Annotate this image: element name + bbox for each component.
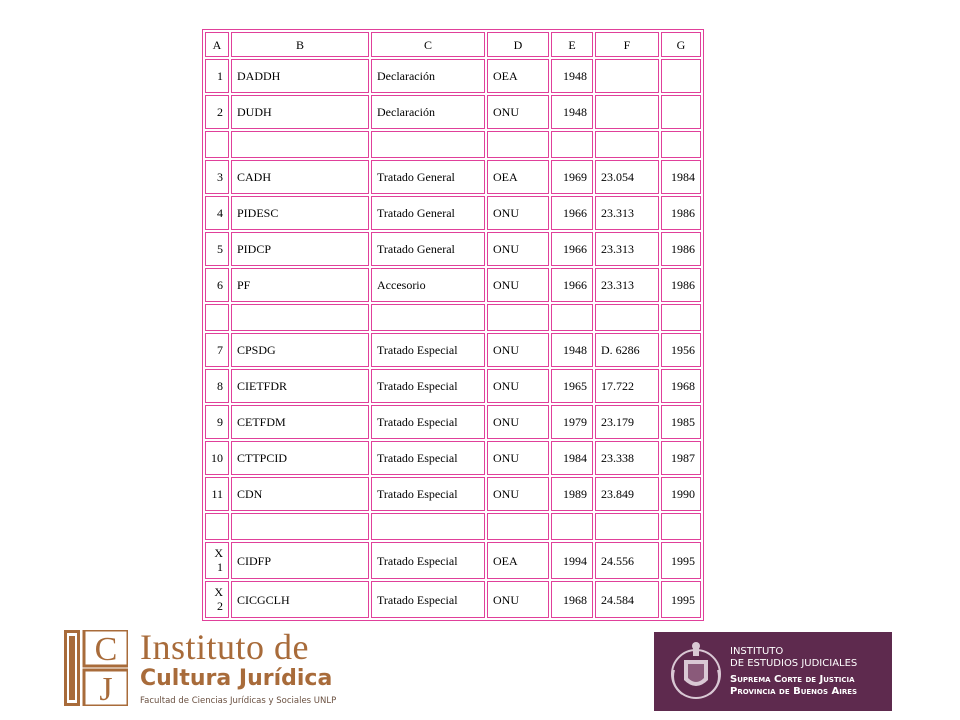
cell-ratification-year: 1987: [661, 441, 701, 475]
cell-law: 23.313: [595, 268, 659, 302]
cell-organization: ONU: [487, 405, 549, 439]
cell-number: 7: [205, 333, 229, 367]
cell-type: Accesorio: [371, 268, 485, 302]
logo-right-line1: INSTITUTO: [730, 646, 784, 657]
table-row: [205, 160, 701, 194]
cell-organization: ONU: [487, 441, 549, 475]
cell-number: 5: [205, 232, 229, 266]
cell-year: [551, 304, 593, 331]
cell-year: 1966: [551, 232, 593, 266]
table-row: [205, 95, 701, 129]
cell-type: [371, 131, 485, 158]
cell-number: 8: [205, 369, 229, 403]
cell-organization: ONU: [487, 196, 549, 230]
cell-organization: ONU: [487, 268, 549, 302]
cell-law: 24.584: [595, 581, 659, 618]
cell-acronym: PF: [231, 268, 369, 302]
cell-year: 1968: [551, 581, 593, 618]
cell-year: 1966: [551, 268, 593, 302]
cell-number: 2: [205, 95, 229, 129]
cell-law: 23.313: [595, 232, 659, 266]
logo-title: Instituto de: [140, 627, 309, 667]
cell-number: 6: [205, 268, 229, 302]
cell-type: Tratado Especial: [371, 581, 485, 618]
cell-acronym: PIDCP: [231, 232, 369, 266]
cell-acronym: [231, 304, 369, 331]
cell-ratification-year: [661, 95, 701, 129]
cell-year: 1948: [551, 95, 593, 129]
cell-type: Tratado Especial: [371, 405, 485, 439]
cell-organization: ONU: [487, 581, 549, 618]
cell-type: Tratado General: [371, 160, 485, 194]
table-spacer-row: [205, 131, 701, 158]
cell-law: 23.313: [595, 196, 659, 230]
cell-ratification-year: 1984: [661, 160, 701, 194]
cell-law: 23.338: [595, 441, 659, 475]
cell-organization: OEA: [487, 160, 549, 194]
table-row: [205, 581, 701, 618]
cell-organization: OEA: [487, 59, 549, 93]
table-header-row: [205, 32, 701, 57]
cell-ratification-year: 1985: [661, 405, 701, 439]
cell-type: Tratado Especial: [371, 369, 485, 403]
cell-year: 1948: [551, 333, 593, 367]
cell-year: 1989: [551, 477, 593, 511]
cell-acronym: CADH: [231, 160, 369, 194]
cell-law: [595, 304, 659, 331]
header-cell-g: G: [661, 32, 701, 57]
instituto-estudios-judiciales-logo: [654, 632, 892, 711]
table-row: [205, 441, 701, 475]
cell-acronym: CIDFP: [231, 542, 369, 579]
header-cell-b: B: [231, 32, 369, 57]
cell-ratification-year: 1986: [661, 268, 701, 302]
cell-number: 4: [205, 196, 229, 230]
cell-ratification-year: 1986: [661, 232, 701, 266]
cell-type: Tratado Especial: [371, 477, 485, 511]
cell-acronym: CIETFDR: [231, 369, 369, 403]
cell-type: [371, 304, 485, 331]
cell-acronym: [231, 131, 369, 158]
table-row: [205, 477, 701, 511]
coat-of-arms-icon: [666, 640, 726, 704]
table-row: [205, 232, 701, 266]
cell-year: 1979: [551, 405, 593, 439]
cell-year: [551, 131, 593, 158]
logo-right-line4: Provincia de Buenos Aires: [730, 686, 858, 697]
cell-year: [551, 513, 593, 540]
cell-type: Tratado Especial: [371, 542, 485, 579]
cell-year: 1969: [551, 160, 593, 194]
cell-acronym: CDN: [231, 477, 369, 511]
table-row: [205, 542, 701, 579]
cell-organization: ONU: [487, 333, 549, 367]
table-row: [205, 59, 701, 93]
table-row: [205, 369, 701, 403]
table-row: [205, 405, 701, 439]
header-cell-a: A: [205, 32, 229, 57]
cell-ratification-year: [661, 513, 701, 540]
table-row: [205, 268, 701, 302]
cell-organization: [487, 513, 549, 540]
cell-acronym: CTTPCID: [231, 441, 369, 475]
cell-type: Tratado General: [371, 232, 485, 266]
cell-year: 1966: [551, 196, 593, 230]
cell-acronym: CETFDM: [231, 405, 369, 439]
cell-ratification-year: 1995: [661, 581, 701, 618]
cell-ratification-year: 1968: [661, 369, 701, 403]
cell-organization: OEA: [487, 542, 549, 579]
table-spacer-row: [205, 513, 701, 540]
cell-organization: ONU: [487, 95, 549, 129]
cell-year: 1984: [551, 441, 593, 475]
cell-number: 3: [205, 160, 229, 194]
header-cell-f: F: [595, 32, 659, 57]
cell-ratification-year: 1995: [661, 542, 701, 579]
cell-ratification-year: 1990: [661, 477, 701, 511]
cell-acronym: CPSDG: [231, 333, 369, 367]
logo-right-line2: DE ESTUDIOS JUDICIALES: [730, 658, 858, 669]
header-cell-e: E: [551, 32, 593, 57]
cell-number: 1: [205, 59, 229, 93]
instituto-cultura-juridica-logo: [64, 627, 354, 710]
header-cell-c: C: [371, 32, 485, 57]
cell-law: 23.849: [595, 477, 659, 511]
logo-tagline: Facultad de Ciencias Jurídicas y Sociales UNLP: [140, 696, 337, 706]
cell-acronym: CICGCLH: [231, 581, 369, 618]
cell-number: 10: [205, 441, 229, 475]
cell-number: [205, 513, 229, 540]
svg-text:C: C: [94, 631, 118, 668]
cell-organization: ONU: [487, 369, 549, 403]
cell-law: 23.054: [595, 160, 659, 194]
header-cell-d: D: [487, 32, 549, 57]
cell-number: 11: [205, 477, 229, 511]
logo-right-line3: Suprema Corte de Justicia: [730, 674, 855, 685]
table-spacer-row: [205, 304, 701, 331]
cell-law: 17.722: [595, 369, 659, 403]
svg-text:J: J: [99, 671, 113, 706]
cell-year: 1994: [551, 542, 593, 579]
cell-acronym: PIDESC: [231, 196, 369, 230]
cell-law: 23.179: [595, 405, 659, 439]
cell-number: 9: [205, 405, 229, 439]
cell-law: [595, 513, 659, 540]
cell-number: [205, 131, 229, 158]
cell-ratification-year: 1956: [661, 333, 701, 367]
table-row: [205, 333, 701, 367]
cell-type: Tratado Especial: [371, 441, 485, 475]
cell-type: Tratado Especial: [371, 333, 485, 367]
cell-number: [205, 304, 229, 331]
cell-acronym: DADDH: [231, 59, 369, 93]
cell-acronym: [231, 513, 369, 540]
treaties-table: [202, 29, 704, 621]
cell-law: [595, 131, 659, 158]
cell-number: X1: [205, 542, 229, 579]
cell-organization: ONU: [487, 477, 549, 511]
cell-organization: [487, 304, 549, 331]
cell-law: D. 6286: [595, 333, 659, 367]
cell-number: X2: [205, 581, 229, 618]
cell-type: Declaración: [371, 95, 485, 129]
cell-ratification-year: 1986: [661, 196, 701, 230]
logo-subtitle: Cultura Jurídica: [140, 666, 333, 691]
cell-ratification-year: [661, 59, 701, 93]
cell-organization: [487, 131, 549, 158]
treaties-table-body: [205, 32, 701, 618]
icj-monogram-icon: [64, 630, 128, 706]
cell-type: Declaración: [371, 59, 485, 93]
cell-year: 1965: [551, 369, 593, 403]
cell-organization: ONU: [487, 232, 549, 266]
cell-ratification-year: [661, 131, 701, 158]
cell-law: [595, 95, 659, 129]
cell-ratification-year: [661, 304, 701, 331]
table-row: [205, 196, 701, 230]
cell-year: 1948: [551, 59, 593, 93]
cell-law: [595, 59, 659, 93]
cell-law: 24.556: [595, 542, 659, 579]
cell-type: [371, 513, 485, 540]
cell-type: Tratado General: [371, 196, 485, 230]
cell-acronym: DUDH: [231, 95, 369, 129]
